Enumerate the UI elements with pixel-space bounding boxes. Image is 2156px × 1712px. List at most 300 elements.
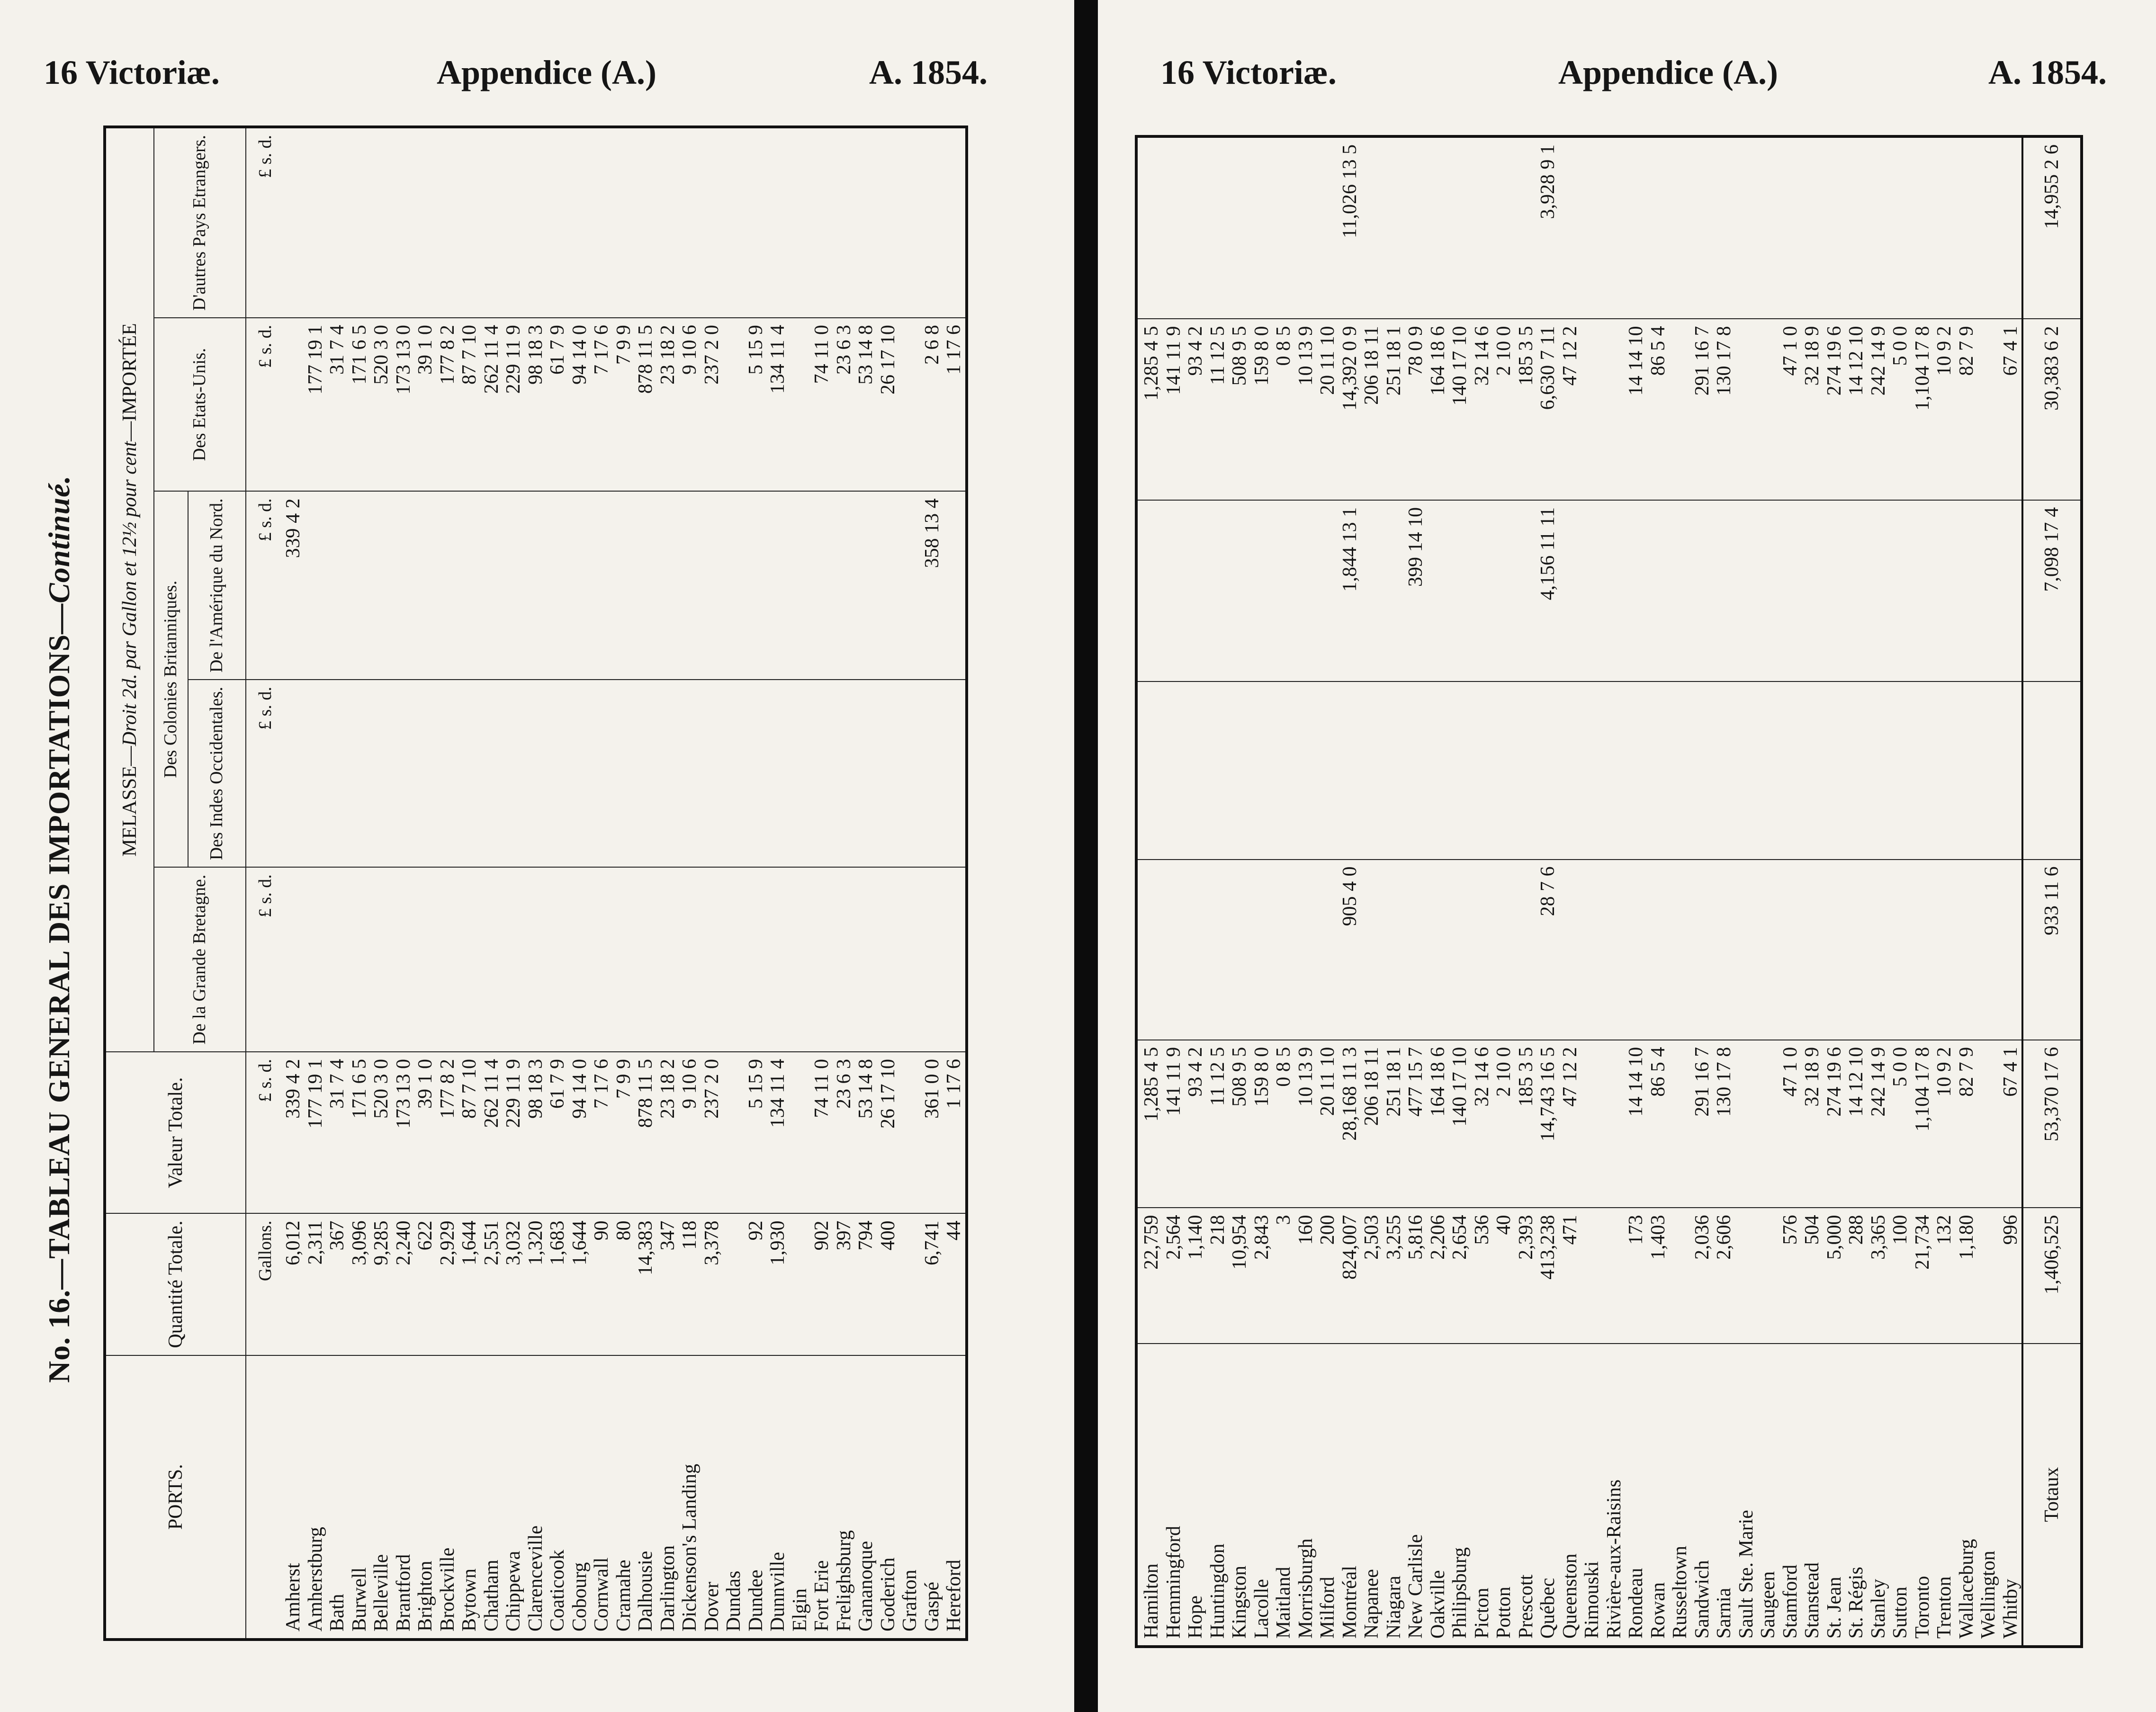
cell-qty: 40 — [1493, 1208, 1515, 1343]
cell-us: 7 17 6 — [591, 318, 613, 491]
cell-gb — [657, 867, 679, 1052]
cell-na — [1647, 500, 1670, 681]
cell-na — [481, 491, 503, 680]
cell-gb — [305, 867, 327, 1052]
cell-qty: 21,734 — [1912, 1208, 1934, 1343]
table-row — [1493, 136, 1515, 1647]
table-row — [1691, 136, 1714, 1647]
cell-us: 5 0 0 — [1889, 319, 1912, 500]
cell-qty: 2,240 — [393, 1213, 415, 1355]
cell-qty: 1,403 — [1647, 1208, 1670, 1343]
table-row — [1912, 136, 1934, 1647]
cell-na — [1207, 500, 1229, 681]
cell-us: 237 2 0 — [701, 318, 723, 491]
cell-na: 4,156 11 11 — [1537, 500, 1559, 681]
table-row — [305, 127, 327, 1640]
cell-na — [525, 491, 547, 680]
port-name: Coaticook — [547, 1355, 569, 1640]
cell-qty: 1,320 — [525, 1213, 547, 1355]
cell-other — [789, 127, 811, 318]
cell-gb — [1251, 860, 1273, 1040]
cell-other — [811, 127, 833, 318]
cell-na — [305, 491, 327, 680]
table-row — [1251, 136, 1273, 1647]
cell-value: 11 12 5 — [1207, 1040, 1229, 1208]
cell-other — [481, 127, 503, 318]
cell-wi — [1713, 681, 1735, 859]
cell-us: 2 6 8 — [921, 318, 943, 491]
table-row — [1361, 136, 1383, 1647]
cell-us: 53 14 8 — [855, 318, 877, 491]
cell-na — [1493, 500, 1515, 681]
left-import-table — [103, 125, 968, 1641]
cell-gb — [1603, 860, 1626, 1040]
cell-na — [1824, 500, 1846, 681]
cell-qty: 1,644 — [458, 1213, 481, 1355]
cell-qty: 1,140 — [1185, 1208, 1207, 1343]
cell-na — [1251, 500, 1273, 681]
cell-qty: 794 — [855, 1213, 877, 1355]
cell-other — [1361, 136, 1383, 319]
cell-other — [745, 127, 767, 318]
port-name: Burwell — [349, 1355, 371, 1640]
port-name: Bytown — [458, 1355, 481, 1640]
cell-gb — [503, 867, 525, 1052]
cell-wi — [2000, 681, 2023, 859]
port-name: Oakville — [1427, 1344, 1449, 1647]
cell-na — [1603, 500, 1626, 681]
port-name: Grafton — [899, 1355, 921, 1640]
cell-value: 177 19 1 — [305, 1052, 327, 1213]
cell-us: 93 4 2 — [1185, 319, 1207, 500]
port-name: Rowan — [1647, 1344, 1670, 1647]
cell-us: 134 11 4 — [767, 318, 789, 491]
port-name: Huntingdon — [1207, 1344, 1229, 1647]
table-row — [547, 127, 569, 1640]
cell-gb — [1559, 860, 1581, 1040]
cell-value: 5 0 0 — [1889, 1040, 1912, 1208]
table-row — [1405, 136, 1427, 1647]
cell-gb — [437, 867, 459, 1052]
cell-value: 14 12 10 — [1845, 1040, 1868, 1208]
right-header-appendix: Appendice (A.) — [1558, 54, 1778, 91]
cell-na — [1229, 500, 1251, 681]
table-row — [1735, 136, 1758, 1647]
cell-value: 47 1 0 — [1779, 1040, 1802, 1208]
cell-qty: 1,683 — [547, 1213, 569, 1355]
cell-value: 0 8 5 — [1273, 1040, 1295, 1208]
port-name: Wallaceburg — [1956, 1344, 1978, 1647]
port-name: Rimouski — [1581, 1344, 1603, 1647]
cell-wi — [1273, 681, 1295, 859]
cell-value: 339 4 2 — [282, 1052, 305, 1213]
cell-value: 7 17 6 — [591, 1052, 613, 1213]
port-name: Morrisburgh — [1295, 1344, 1317, 1647]
port-name: Lacolle — [1251, 1344, 1273, 1647]
cell-us: 159 8 0 — [1251, 319, 1273, 500]
cell-gb — [811, 867, 833, 1052]
table-row — [921, 127, 943, 1640]
cell-na — [1559, 500, 1581, 681]
cell-us: 520 3 0 — [370, 318, 393, 491]
cell-gb — [701, 867, 723, 1052]
cell-wi — [1163, 681, 1185, 859]
port-name: Dundas — [723, 1355, 745, 1640]
cell-qty: 2,311 — [305, 1213, 327, 1355]
port-name: New Carlisle — [1405, 1344, 1427, 1647]
cell-value: 74 11 0 — [811, 1052, 833, 1213]
cell-us: 10 9 2 — [1933, 319, 1956, 500]
right-import-table — [1135, 135, 2083, 1648]
cell-wi — [349, 680, 371, 867]
right-page — [1098, 0, 2156, 1712]
cell-gb — [393, 867, 415, 1052]
cell-na — [1735, 500, 1758, 681]
cell-us: 61 7 9 — [547, 318, 569, 491]
cell-gb — [1163, 860, 1185, 1040]
port-name: Cramahe — [613, 1355, 635, 1640]
cell-qty: 2,503 — [1361, 1208, 1383, 1343]
cell-us: 14 12 10 — [1845, 319, 1868, 500]
cell-us: 23 18 2 — [657, 318, 679, 491]
cell-qty — [1735, 1208, 1758, 1343]
cell-us: 251 18 1 — [1383, 319, 1405, 500]
cell-gb — [877, 867, 899, 1052]
cell-value: 130 17 8 — [1713, 1040, 1735, 1208]
cell-value: 10 9 2 — [1933, 1040, 1956, 1208]
cell-gb — [1801, 860, 1824, 1040]
cell-other — [1912, 136, 1934, 319]
cell-other — [1471, 136, 1493, 319]
cell-other: 3,928 9 1 — [1537, 136, 1559, 319]
port-name: Rivière-aux-Raisins — [1603, 1344, 1626, 1647]
cell-qty: 160 — [1295, 1208, 1317, 1343]
cell-other — [943, 127, 967, 318]
cell-other — [657, 127, 679, 318]
cell-gb — [1824, 860, 1846, 1040]
cell-other — [591, 127, 613, 318]
cell-other — [1603, 136, 1626, 319]
cell-other — [370, 127, 393, 318]
book-gutter — [1074, 0, 1098, 1712]
cell-us: 14,392 0 9 — [1339, 319, 1361, 500]
cell-gb — [1889, 860, 1912, 1040]
cell-value: 28,168 11 3 — [1339, 1040, 1361, 1208]
cell-qty: 218 — [1207, 1208, 1229, 1343]
cell-value: 20 11 10 — [1317, 1040, 1339, 1208]
cell-qty: 2,206 — [1427, 1208, 1449, 1343]
port-name: Darlington — [657, 1355, 679, 1640]
cell-wi — [723, 680, 745, 867]
table-row — [679, 127, 701, 1640]
port-name: Russeltown — [1669, 1344, 1691, 1647]
cell-other — [1185, 136, 1207, 319]
port-name: Gaspé — [921, 1355, 943, 1640]
cell-value: 32 18 9 — [1801, 1040, 1824, 1208]
cell-gb — [1735, 860, 1758, 1040]
cell-na — [1779, 500, 1802, 681]
cell-other — [1845, 136, 1868, 319]
cell-other — [1427, 136, 1449, 319]
cell-value: 237 2 0 — [701, 1052, 723, 1213]
port-name: Hereford — [943, 1355, 967, 1640]
cell-value: 291 16 7 — [1691, 1040, 1714, 1208]
table-row — [877, 127, 899, 1640]
cell-na — [437, 491, 459, 680]
cell-us — [1735, 319, 1758, 500]
cell-qty: 1,180 — [1956, 1208, 1978, 1343]
table-row — [1427, 136, 1449, 1647]
cell-na — [899, 491, 921, 680]
cell-other — [525, 127, 547, 318]
cell-us: 141 11 9 — [1163, 319, 1185, 500]
cell-value: 10 13 9 — [1295, 1040, 1317, 1208]
cell-wi — [1801, 681, 1824, 859]
cell-wi — [1669, 681, 1691, 859]
cell-us: 82 7 9 — [1956, 319, 1978, 500]
cell-other — [1449, 136, 1471, 319]
cell-na: 1,844 13 1 — [1339, 500, 1361, 681]
cell-wi — [414, 680, 437, 867]
cell-wi — [1625, 681, 1647, 859]
cell-value: 5 15 9 — [745, 1052, 767, 1213]
table-row — [591, 127, 613, 1640]
port-name: Stamford — [1779, 1344, 1802, 1647]
cell-gb — [1427, 860, 1449, 1040]
cell-qty: 576 — [1779, 1208, 1802, 1343]
cell-na — [393, 491, 415, 680]
unit-money: £ s. d. — [246, 867, 282, 1052]
cell-us: 32 14 6 — [1471, 319, 1493, 500]
cell-wi — [326, 680, 349, 867]
cell-na — [1581, 500, 1603, 681]
cell-wi — [305, 680, 327, 867]
cell-value — [1581, 1040, 1603, 1208]
cell-gb — [1449, 860, 1471, 1040]
cell-gb — [1757, 860, 1779, 1040]
table-row — [481, 127, 503, 1640]
cell-na — [1912, 500, 1934, 681]
cell-other — [1163, 136, 1185, 319]
cell-qty: 9,285 — [370, 1213, 393, 1355]
cell-wi — [1515, 681, 1537, 859]
cell-gb — [1933, 860, 1956, 1040]
cell-gb — [569, 867, 591, 1052]
table-row — [1229, 136, 1251, 1647]
cell-value: 1 17 6 — [943, 1052, 967, 1213]
cell-us: 164 18 6 — [1427, 319, 1449, 500]
cell-qty: 347 — [657, 1213, 679, 1355]
cell-na — [1449, 500, 1471, 681]
cell-value: 14,743 16 5 — [1537, 1040, 1559, 1208]
cell-us: 173 13 0 — [393, 318, 415, 491]
cell-gb — [1493, 860, 1515, 1040]
cell-us: 11 12 5 — [1207, 319, 1229, 500]
cell-na — [1361, 500, 1383, 681]
cell-qty: 90 — [591, 1213, 613, 1355]
port-name: Cornwall — [591, 1355, 613, 1640]
port-name: Stanstead — [1801, 1344, 1824, 1647]
cell-na — [1625, 500, 1647, 681]
cell-value: 361 0 0 — [921, 1052, 943, 1213]
port-name: Dover — [701, 1355, 723, 1640]
port-name: Amherst — [282, 1355, 305, 1640]
cell-gb — [745, 867, 767, 1052]
unit-money: £ s. d. — [246, 1052, 282, 1213]
cell-na — [547, 491, 569, 680]
cell-gb — [1625, 860, 1647, 1040]
cell-us: 31 7 4 — [326, 318, 349, 491]
totals-us: 30,383 6 2 — [2022, 319, 2082, 500]
united-states-header: Des Etats-Unis. — [154, 318, 246, 491]
cell-na — [1713, 500, 1735, 681]
cell-value: 82 7 9 — [1956, 1040, 1978, 1208]
cell-qty: 902 — [811, 1213, 833, 1355]
cell-value — [899, 1052, 921, 1213]
cell-other — [1383, 136, 1405, 319]
west-indies-header: Des Indes Occidentales. — [188, 680, 246, 867]
table-row — [1185, 136, 1207, 1647]
cell-other — [1493, 136, 1515, 319]
cell-wi — [855, 680, 877, 867]
cell-qty — [789, 1213, 811, 1355]
port-name: Dickenson's Landing — [679, 1355, 701, 1640]
table-row — [349, 127, 371, 1640]
port-name: Elgin — [789, 1355, 811, 1640]
cell-us — [1757, 319, 1779, 500]
cell-value — [789, 1052, 811, 1213]
table-row — [1273, 136, 1295, 1647]
table-row — [1537, 136, 1559, 1647]
cell-wi — [1449, 681, 1471, 859]
cell-wi — [1868, 681, 1890, 859]
totals-na: 7,098 17 4 — [2022, 500, 2082, 681]
cell-us: 242 14 9 — [1868, 319, 1890, 500]
cell-gb — [1977, 860, 2000, 1040]
cell-na — [635, 491, 657, 680]
cell-qty: 92 — [745, 1213, 767, 1355]
cell-other — [1251, 136, 1273, 319]
cell-qty: 3 — [1273, 1208, 1295, 1343]
port-name: Saugeen — [1757, 1344, 1779, 1647]
cell-us — [723, 318, 745, 491]
unit-gallons: Gallons. — [246, 1213, 282, 1355]
right-header-year: A. 1854. — [1988, 54, 2107, 91]
cell-wi — [591, 680, 613, 867]
table-row — [1801, 136, 1824, 1647]
cell-qty — [1757, 1208, 1779, 1343]
table-row — [1383, 136, 1405, 1647]
cell-us: 508 9 5 — [1229, 319, 1251, 500]
table-row — [1713, 136, 1735, 1647]
cell-wi — [1136, 681, 1163, 859]
cell-other — [414, 127, 437, 318]
cell-other — [393, 127, 415, 318]
cell-value: 185 3 5 — [1515, 1040, 1537, 1208]
cell-us: 274 19 6 — [1824, 319, 1846, 500]
port-name: Cobourg — [569, 1355, 591, 1640]
cell-gb — [679, 867, 701, 1052]
totals-value: 53,370 17 6 — [2022, 1040, 2082, 1208]
table-row — [1757, 136, 1779, 1647]
cell-gb — [1515, 860, 1537, 1040]
cell-us — [899, 318, 921, 491]
port-name: Dundee — [745, 1355, 767, 1640]
cell-na — [1185, 500, 1207, 681]
cell-na — [855, 491, 877, 680]
cell-qty: 14,383 — [635, 1213, 657, 1355]
cell-us — [789, 318, 811, 491]
cell-qty: 118 — [679, 1213, 701, 1355]
cell-qty: 80 — [613, 1213, 635, 1355]
cell-other — [547, 127, 569, 318]
cell-us: 6,630 7 11 — [1537, 319, 1559, 500]
cell-value: 508 9 5 — [1229, 1040, 1251, 1208]
cell-wi — [679, 680, 701, 867]
cell-gb — [282, 867, 305, 1052]
cell-wi — [1691, 681, 1714, 859]
cell-other — [635, 127, 657, 318]
table-row — [1956, 136, 1978, 1647]
cell-qty: 5,816 — [1405, 1208, 1427, 1343]
cell-gb — [1383, 860, 1405, 1040]
cell-na — [789, 491, 811, 680]
cell-gb — [1361, 860, 1383, 1040]
cell-gb — [1207, 860, 1229, 1040]
cell-value: 23 18 2 — [657, 1052, 679, 1213]
table-row — [899, 127, 921, 1640]
cell-wi — [1185, 681, 1207, 859]
cell-wi — [1889, 681, 1912, 859]
unit-money: £ s. d. — [246, 491, 282, 680]
port-name: Hemmingford — [1163, 1344, 1185, 1647]
cell-gb — [547, 867, 569, 1052]
cell-na — [745, 491, 767, 680]
cell-us: 229 11 9 — [503, 318, 525, 491]
cell-other — [701, 127, 723, 318]
table-row — [635, 127, 657, 1640]
cell-wi — [1251, 681, 1273, 859]
cell-qty: 100 — [1889, 1208, 1912, 1343]
cell-value: 140 17 10 — [1449, 1040, 1471, 1208]
table-row — [458, 127, 481, 1640]
cell-wi — [503, 680, 525, 867]
cell-value: 134 11 4 — [767, 1052, 789, 1213]
cell-gb — [833, 867, 855, 1052]
port-name: Brighton — [414, 1355, 437, 1640]
port-name: Hamilton — [1136, 1344, 1163, 1647]
cell-value — [723, 1052, 745, 1213]
cell-na — [767, 491, 789, 680]
table-row — [1317, 136, 1339, 1647]
cell-qty: 413,238 — [1537, 1208, 1559, 1343]
cell-other — [899, 127, 921, 318]
cell-us: 1,104 17 8 — [1912, 319, 1934, 500]
cell-value: 23 6 3 — [833, 1052, 855, 1213]
cell-other — [1868, 136, 1890, 319]
cell-gb — [591, 867, 613, 1052]
cell-wi — [1383, 681, 1405, 859]
cell-other — [1779, 136, 1802, 319]
cell-na — [1515, 500, 1537, 681]
cell-us: 177 8 2 — [437, 318, 459, 491]
unit-money: £ s. d. — [246, 680, 282, 867]
cell-wi — [1317, 681, 1339, 859]
port-name: Niagara — [1383, 1344, 1405, 1647]
cell-qty — [1669, 1208, 1691, 1343]
cell-gb — [899, 867, 921, 1052]
cell-us: 23 6 3 — [833, 318, 855, 491]
